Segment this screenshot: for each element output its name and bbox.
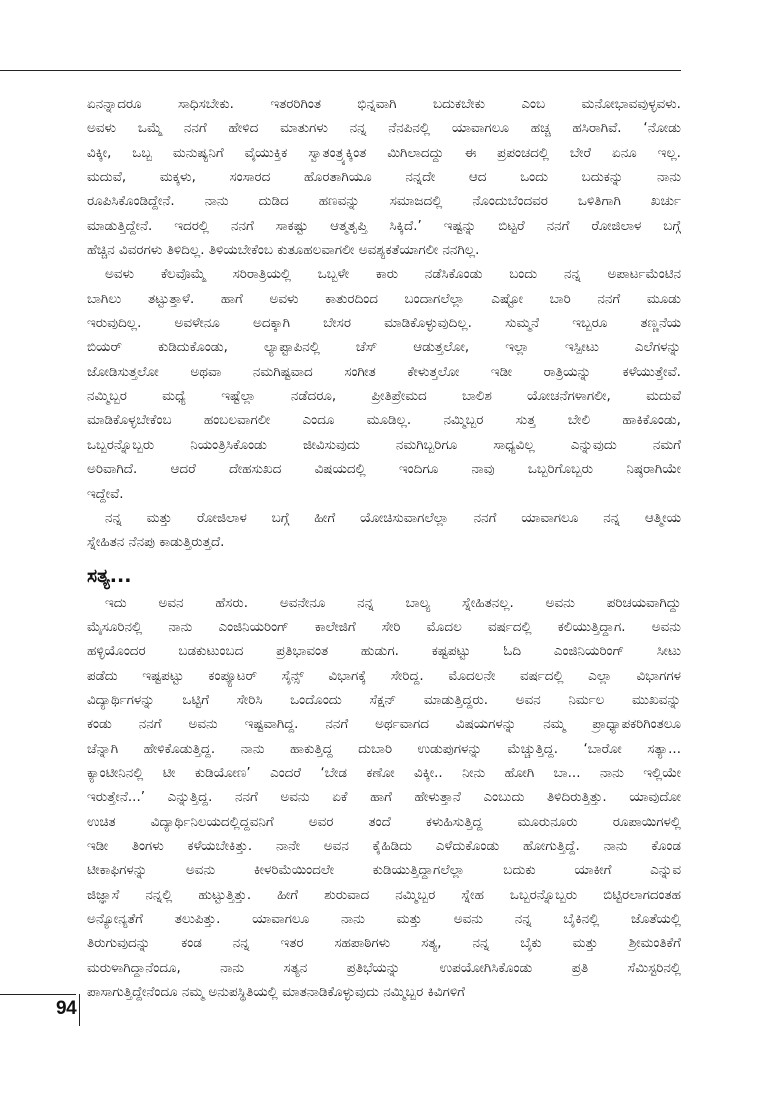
text-line: ಪಾಸಾಗುತ್ತಿದ್ದೇನೆಂದೂ ನಮ್ಮ ಅನುಪಸ್ಥಿತಿಯಲ್ಲಿ ಮಾತನಾಡಿಕೊಳ್ಳುವುದು ನಮ್ಮಿಬ್ಬರ ಕಿವಿಗಳಿಗೆ bbox=[87, 985, 466, 1001]
text-line: ಹೆಚ್ಚಿನ ವಿವರಗಳು ತಿಳಿದಿಲ್ಲ. ತಿಳಿಯಬೇಕೆಂಬ ಕುತೂಹಲವಾಗಲೀ ಅವಶ್ಯಕತೆಯಾಗಲೀ ನನಗಿಲ್ಲ. bbox=[87, 243, 480, 259]
text-line: ಹಳ್ಳಿಯೊಂದರ ಬಡಕುಟುಂಬದ ಪ್ರತಿಭಾವಂತ ಹುಡುಗ. ಕಷ್ಟಪಟ್ಟು ಓದಿ ಎಂಜಿನಿಯರಿಂಗ್ ಸೀಟು bbox=[87, 644, 681, 660]
text-line: ಮರುಳಾಗಿದ್ದಾನೆಂದೂ, ನಾನು ಸತ್ಯನ ಪ್ರತಿಭೆಯನ್ನು ಉಪಯೋಗಿಸಿಕೊಂಡು ಪ್ರತಿ ಸೆಮಿಸ್ಟರಿನಲ್ಲಿ bbox=[87, 960, 681, 976]
header-rule bbox=[0, 70, 681, 71]
text-line: ಜೋಡಿಸುತ್ತಲೋ ಅಥವಾ ನಮಗಿಷ್ಟವಾದ ಸಂಗೀತ ಕೇಳುತ್ತಲೋ ಇಡೀ ರಾತ್ರಿಯನ್ನು ಕಳೆಯುತ್ತೇವೆ. bbox=[87, 364, 681, 380]
text-line: ಟೀಕಾಫಿಗಳನ್ನು ಅವನು ಕೀಳರಿಮೆಯಿಂದಲೇ ಕುಡಿಯುತ್ತಿದ್ದಾಗಲೆಲ್ಲಾ ಬದುಕು ಯಾಕೀಗೆ ಎನ್ನುವ bbox=[87, 863, 681, 879]
page-number-divider bbox=[79, 994, 80, 1026]
text-line: ಮದುವೆ, ಮಕ್ಕಳು, ಸಂಸಾರದ ಹೊರತಾಗಿಯೂ ನನ್ನದೇ ಆದ ಒಂದು ಬದುಕನ್ನು ನಾನು bbox=[87, 170, 681, 186]
text-line: ಇದು ಅವನ ಹೆಸರು. ಅವನೇನೂ ನನ್ನ ಬಾಲ್ಯ ಸ್ನೇಹಿತನಲ್ಲ. ಅವನು ಪರಿಚಯವಾಗಿದ್ದು bbox=[105, 595, 681, 611]
text-block-before-heading bbox=[87, 93, 681, 556]
text-line: ಅರಿವಾಗಿದೆ. ಆದರೆ ದೇಹಸುಖದ ವಿಷಯದಲ್ಲಿ ಇಂದಿಗೂ ನಾವು ಒಬ್ಬರಿಗೊಬ್ಬರು ನಿಷ್ಠರಾಗಿಯೇ bbox=[87, 462, 681, 478]
paragraph bbox=[87, 592, 681, 1006]
text-line: ಪಡೆದು ಇಷ್ಟಪಟ್ಟು ಕಂಪ್ಯೂಟರ್ ಸೈನ್ಸ್ ವಿಭಾಗಕ್ಕೆ ಸೇರಿದ್ದ. ಮೊದಲನೇ ವರ್ಷದಲ್ಲಿ ಎಲ್ಲಾ ವಿಭಾಗಗಳ bbox=[87, 668, 681, 684]
text-line: ಬಿಯರ್ ಕುಡಿದುಕೊಂಡು, ಲ್ಯಾಪ್ಟಾಪಿನಲ್ಲಿ ಚೆಸ್ ಆಡುತ್ತಲೋ, ಇಲ್ಲಾ ಇಸ್ಪೀಟು ಎಲೆಗಳನ್ನು bbox=[87, 340, 681, 356]
text-line: ಅವಳು ಕೆಲವೊಮ್ಮೆ ಸರಿರಾತ್ರಿಯಲ್ಲಿ ಒಬ್ಬಳೇ ಕಾರು ನಡೆಸಿಕೊಂಡು ಬಂದು ನನ್ನ ಅಪಾರ್ಟಮೆಂಟಿನ bbox=[105, 267, 681, 283]
text-line: ತಿರುಗುವುದನ್ನು ಕಂಡ ನನ್ನ ಇತರ ಸಹಪಾಠಿಗಳು ಸತ್ಯ, ನನ್ನ ಬೈಕು ಮತ್ತು ಶ್ರೀಮಂತಿಕೆಗೆ bbox=[87, 936, 681, 952]
text-line: ಅನ್ಯೋನ್ಯತೆಗೆ ತಲುಪಿತ್ತು. ಯಾವಾಗಲೂ ನಾನು ಮತ್ತು ಅವನು ನನ್ನ ಬೈಕಿನಲ್ಲಿ ಜೊತೆಯಲ್ಲಿ bbox=[87, 912, 681, 927]
text-line: ಏನನ್ನಾದರೂ ಸಾಧಿಸಬೇಕು. ಇತರರಿಗಿಂತ ಭಿನ್ನವಾಗಿ ಬದುಕಬೇಕು ಎಂಬ ಮನೋಭಾವವುಳ್ಳವಳು. bbox=[87, 97, 681, 112]
text-line: ರೂಪಿಸಿಕೊಂಡಿದ್ದೇನೆ. ನಾನು ದುಡಿದ ಹಣವನ್ನು ಸಮಾಜದಲ್ಲಿ ನೊಂದುಬೆಂದವರ ಒಳಿತಿಗಾಗಿ ಖರ್ಚು bbox=[87, 194, 681, 210]
paragraph bbox=[87, 507, 681, 556]
text-line: ಕಂಡು ನನಗೆ ಅವನು ಇಷ್ಟವಾಗಿದ್ದ. ನನಗೆ ಅರ್ಥವಾಗದ ವಿಷಯಗಳನ್ನು ನಮ್ಮ ಪ್ರಾಧ್ಯಾಪಕರಿಗಿಂತಲೂ bbox=[87, 717, 681, 733]
text-line: ಉಚಿತ ವಿದ್ಯಾರ್ಥಿನಿಲಯದಲ್ಲಿದ್ದವನಿಗೆ ಅವರ ತಂದೆ ಕಳುಹಿಸುತ್ತಿದ್ದ ಮೂರುನೂರು ರೂಪಾಯಿಗಳಲ್ಲಿ bbox=[87, 814, 681, 830]
footer-rule bbox=[0, 994, 76, 995]
text-line: ನಮ್ಮಿಬ್ಬರ ಮಧ್ಯೆ ಇಷ್ಟೆಲ್ಲಾ ನಡೆದರೂ, ಪ್ರೀತಿಪ್ರೇಮದ ಬಾಲಿಶ ಯೋಚನೆಗಳಾಗಲೀ, ಮದುವೆ bbox=[87, 389, 681, 405]
paragraph bbox=[87, 93, 681, 263]
text-line: ಇರುತ್ತೇನೆ...’ ಎನ್ನುತ್ತಿದ್ದ. ನನಗೆ ಅವನು ಏಕೆ ಹಾಗೆ ಹೇಳುತ್ತಾನೆ ಎಂಬುದು ತಿಳಿದಿರುತ್ತಿತ್ತು. ಯಾವುದೋ bbox=[87, 790, 681, 806]
text-line: ಮೈಸೂರಿನಲ್ಲಿ ನಾನು ಎಂಜಿನಿಯರಿಂಗ್ ಕಾಲೇಜಿಗೆ ಸೇರಿ ಮೊದಲ ವರ್ಷದಲ್ಲಿ ಕಲಿಯುತ್ತಿದ್ದಾಗ. ಅವನು bbox=[87, 619, 681, 635]
section-heading: ಸತ್ಯ... bbox=[87, 564, 132, 587]
paragraph bbox=[87, 263, 681, 506]
text-line: ಮಾಡಿಕೊಳ್ಳಬೇಕೆಂಬ ಹಂಬಲವಾಗಲೀ ಎಂದೂ ಮೂಡಿಲ್ಲ. ನಮ್ಮಿಬ್ಬರ ಸುತ್ತ ಬೇಲಿ ಹಾಕಿಕೊಂಡು, bbox=[87, 413, 681, 429]
text-line: ಒಬ್ಬರನ್ನೊಬ್ಬರು ನಿಯಂತ್ರಿಸಿಕೊಂಡು ಜೀವಿಸುವುದು ನಮಗಿಬ್ಬರಿಗೂ ಸಾಧ್ಯವಿಲ್ಲ ಎನ್ನುವುದು ನಮಗೆ bbox=[87, 437, 681, 453]
text-line: ಕ್ಯಾಂಟೀನಿನಲ್ಲಿ ಟೀ ಕುಡಿಯೋಣ’ ಎಂದರೆ ‘ಬೇಡ ಕಣೋ ವಿಕ್ಕೀ.. ನೀನು ಹೋಗಿ ಬಾ... ನಾನು ಇಲ್ಲಿಯೇ bbox=[87, 765, 681, 781]
text-line: ವಿದ್ಯಾರ್ಥಿಗಳನ್ನು ಒಟ್ಟಿಗೆ ಸೇರಿಸಿ ಒಂದೊಂದು ಸೆಕ್ಷನ್ ಮಾಡುತ್ತಿದ್ದರು. ಅವನ ನಿರ್ಮಲ ಮುಖವನ್ನು bbox=[87, 692, 681, 708]
text-line: ಇರುವುದಿಲ್ಲ. ಅವಳೇನೂ ಅದಕ್ಕಾಗಿ ಬೇಸರ ಮಾಡಿಕೊಳ್ಳುವುದಿಲ್ಲ. ಸುಮ್ಮನೆ ಇಬ್ಬರೂ ತಣ್ಣನೆಯ bbox=[87, 316, 681, 332]
page-body bbox=[87, 93, 681, 1005]
text-line: ಸ್ನೇಹಿತನ ನೆನಪು ಕಾಡುತ್ತಿರುತ್ತದೆ. bbox=[87, 535, 225, 551]
text-block-after-heading bbox=[87, 592, 681, 1006]
text-line: ಇಡೀ ತಿಂಗಳು ಕಳೆಯಬೇಕಿತ್ತು. ನಾನೇ ಅವನ ಕೈಹಿಡಿದು ಎಳೆದುಕೊಂಡು ಹೋಗುತ್ತಿದ್ದೆ. ನಾನು ಕೊಂಡ bbox=[87, 838, 681, 854]
text-line: ಇದ್ದೇವೆ. bbox=[87, 486, 124, 502]
text-line: ಬಾಗಿಲು ತಟ್ಟುತ್ತಾಳೆ. ಹಾಗೆ ಅವಳು ಕಾತುರದಿಂದ ಬಂದಾಗಲೆಲ್ಲಾ ಎಷ್ಟೋ ಬಾರಿ ನನಗೆ ಮೂಡು bbox=[87, 291, 681, 307]
text-line: ಚೆನ್ನಾಗಿ ಹೇಳಿಕೊಡುತ್ತಿದ್ದ. ನಾನು ಹಾಕುತ್ತಿದ್ದ ದುಬಾರಿ ಉಡುಪುಗಳನ್ನು ಮೆಚ್ಚುತ್ತಿದ್ದ. ‘ಬಾರೋ ಸತ್ಯಾ... bbox=[87, 741, 681, 757]
text-line: ನನ್ನ ಮತ್ತು ರೋಜಿಲಾಳ ಬಗ್ಗೆ ಹೀಗೆ ಯೋಚಿಸುವಾಗಲೆಲ್ಲಾ ನನಗೆ ಯಾವಾಗಲೂ ನನ್ನ ಆತ್ಮೀಯ bbox=[105, 510, 681, 526]
text-line: ಅವಳು ಒಮ್ಮೆ ನನಗೆ ಹೇಳಿದ ಮಾತುಗಳು ನನ್ನ ನೆನಪಿನಲ್ಲಿ ಯಾವಾಗಲೂ ಹಚ್ಚ ಹಸಿರಾಗಿವೆ. ‘ನೋಡು bbox=[87, 121, 681, 137]
text-line: ಜಿಜ್ಞಾಸೆ ನನ್ನಲ್ಲಿ ಹುಟ್ಟುತ್ತಿತ್ತು. ಹೀಗೆ ಶುರುವಾದ ನಮ್ಮಿಬ್ಬರ ಸ್ನೇಹ ಒಬ್ಬರನ್ನೊಬ್ಬರು ಬಿಟ್ಟಿರಲಾಗದಂತಹ bbox=[87, 887, 681, 903]
text-line: ವಿಕ್ಕೀ, ಒಬ್ಬ ಮನುಷ್ಯನಿಗೆ ವೈಯುಕ್ತಿಕ ಸ್ವಾತಂತ್ರ್ಯಕ್ಕಿಂತ ಮಿಗಿಲಾದದ್ದು ಈ ಪ್ರಪಂಚದಲ್ಲಿ ಬೇರೆ ಏನೂ ಇಲ್ಲ. bbox=[87, 145, 681, 161]
text-line: ಮಾಡುತ್ತಿದ್ದೇನೆ. ಇದರಲ್ಲಿ ನನಗೆ ಸಾಕಷ್ಟು ಆತ್ಮತೃಪ್ತಿ ಸಿಕ್ಕಿದೆ.’ ಇಷ್ಟನ್ನು ಬಿಟ್ಟರೆ ನನಗೆ ರೋಜಿಲಾಳ ಬಗ್ಗೆ bbox=[87, 218, 681, 234]
page-number: 94 bbox=[56, 998, 77, 1019]
